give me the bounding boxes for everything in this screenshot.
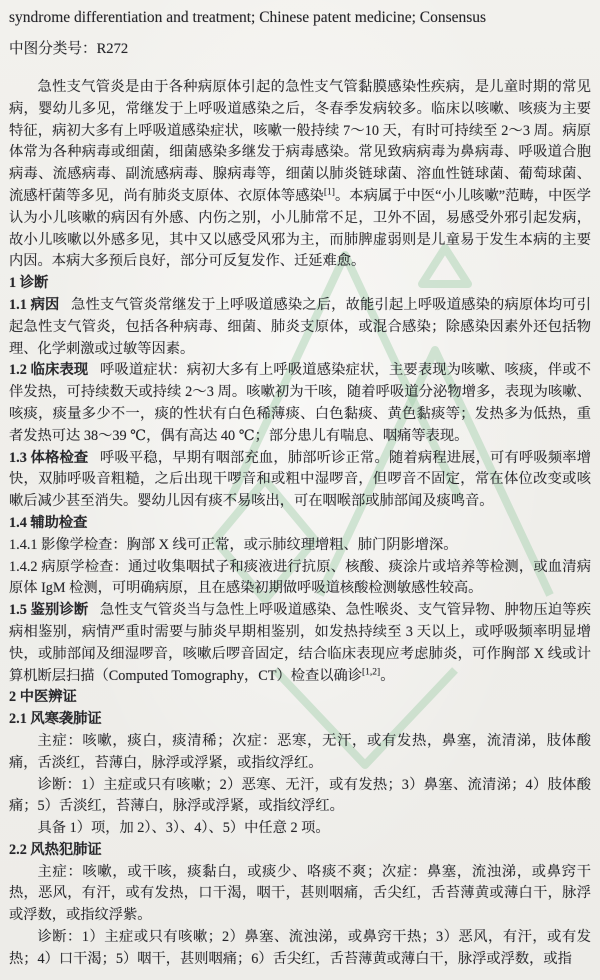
reference-superscript: [1,2]	[362, 666, 381, 677]
section-heading: 2.1 风寒袭肺证	[9, 711, 102, 728]
paragraph: 1.4.1 影像学检查：胸部 X 线可正常，或示肺纹理增粗、肺门阴影增深。	[9, 536, 458, 553]
section-heading: 2 中医辨证	[9, 689, 77, 706]
document-body	[9, 77, 591, 971]
clc-label: 中图分类号：	[9, 41, 97, 57]
paragraph-text: 急性支气管炎常继发于上呼吸道感染之后，故能引起上呼吸道感染的病原体均可引起急性支气管炎，包括各种病毒、细菌、肺炎支原体，或混合感染；除感染因素外还包括物理、化学刺激或过敏等因素。	[9, 296, 591, 357]
paragraph: 急性支气管炎是由于各种病原体引起的急性支气管黏膜感染性疾病，是儿童时期的常见病，婴幼儿多见，常继发于上呼吸道感染之后，冬春季发病较多。临床以咳嗽、咳痰为主要特征，病初大多有上呼吸道感染症状，咳嗽一般持续 7～10 天，有时可持续至 2～3 周。病原体常为各种病毒或细菌，细菌感染多继发于病毒感染。常见致病病毒为鼻病毒、呼吸道合胞病毒、流感病毒、副流感病毒、腺病毒等，细菌以肺炎链球菌、溶血性链球菌、葡萄球菌、流感杆菌等多见，尚有肺炎支原体、衣原体等感染[1]。本病属于中医“小儿咳嗽”范畴，中医学认为小儿咳嗽的病因有外感、内伤之别，小儿肺常不足，卫外不固，易感受外邪引起发病，故小儿咳嗽以外感多见，其中又以感受风邪为主，而肺脾虚弱则是儿童易于发生本病的主要内因。本病大多预后良好，部分可反复发作、迁延难愈。	[9, 79, 591, 270]
run-in-heading: 1.3 体格检查	[9, 449, 89, 466]
paragraph: 主症：咳嗽，或干咳，痰黏白，或痰少、咯痰不爽；次症：鼻塞，流浊涕，或鼻窍干热，恶风，有汗，或有发热，口干渴，咽干，甚则咽痛，舌尖红，舌苔薄黄或薄白干，脉浮或浮数，或指纹浮紫。	[9, 863, 591, 924]
paragraph	[9, 448, 591, 513]
run-in-heading: 1.1 病因	[9, 296, 60, 313]
run-in-heading: 1.5 鉴别诊断	[9, 602, 89, 619]
section-heading: 2.2 风热犯肺证	[9, 841, 102, 858]
keywords-continuation-line: syndrome differentiation and treatment; Chinese patent medicine; Consensus	[9, 9, 487, 26]
reference-superscript: [1]	[323, 187, 335, 198]
clc-value: R272	[96, 41, 129, 57]
paragraph: 诊断：1）主症或只有咳嗽；2）鼻塞、流浊涕，或鼻窍干热；3）恶风，有汗，或有发热；4）口干渴；5）咽干，甚则咽痛；6）舌尖红，舌苔薄黄或薄白干，脉浮或浮数，或指	[9, 929, 591, 967]
paragraph: 诊断：1）主症或只有咳嗽；2）恶寒、无汗，或有发热；3）鼻塞、流清涕；4）肢体酸痛；5）舌淡红，苔薄白，脉浮或浮紧，或指纹浮红。	[9, 776, 591, 815]
paragraph-text: 呼吸平稳，早期有咽部充血，肺部听诊正常。随着病程进展，可有呼吸频率增快，双肺呼吸音粗糙，之后出现干啰音和或粗中湿啰音，但啰音不固定，常在体位改变或咳嗽后减少甚至消失。婴幼儿因有痰不易咳出，可在咽喉部或肺部闻及痰鸣音。	[9, 449, 591, 510]
section-heading: 1.4 辅助检查	[9, 514, 88, 531]
paragraph: 具备 1）项，加 2）、3）、4）、5）中任意 2 项。	[37, 820, 330, 837]
section-heading: 1 诊断	[9, 275, 49, 292]
paragraph	[9, 360, 591, 447]
paragraph-text: 急性支气管炎当与急性上呼吸道感染、急性喉炎、支气管异物、肿物压迫等疾病相鉴别，病情严重时需要与肺炎早期相鉴别，如发热持续至 3 天以上，或呼吸频率明显增快，或肺部闻及细湿啰音，咳嗽后啰音固定，结合临床表现应考虑肺炎，可作胸部 X 线或计算机断层扫描（Computed Tomography，CT）检查以确诊[1,2]。	[9, 602, 591, 684]
paragraph: 主症：咳嗽，痰白，痰清稀；次症：恶寒，无汗，或有发热，鼻塞，流清涕，肢体酸痛，舌淡红，苔薄白，脉浮或浮紧，或指纹浮红。	[9, 732, 591, 771]
clc-number-line	[9, 38, 591, 60]
paragraph	[9, 295, 591, 360]
paragraph: 1.4.2 病原学检查：通过收集咽拭子和痰液进行抗原、核酸、痰涂片或培养等检测，或血清病原体 IgM 检测，可明确病原，且在感染初期做呼吸道核酸检测敏感性较高。	[9, 558, 591, 597]
paragraph-text: 呼吸道症状：病初大多有上呼吸道感染症状，主要表现为咳嗽、咳痰，伴或不伴发热，可持续数天或持续 2～3 周。咳嗽初为干咳，随着呼吸道分泌物增多，表现为咳嗽、咳痰，痰量多少不一，痰的性状有白色稀薄痰、白色黏痰、黄色黏痰等；发热多为低热，重者发热可达 38～39 ℃，偶有高达 40 ℃；部分患儿有喘息、咽痛等表现。	[9, 362, 591, 444]
paragraph	[9, 600, 591, 687]
run-in-heading: 1.2 临床表现	[9, 362, 89, 379]
